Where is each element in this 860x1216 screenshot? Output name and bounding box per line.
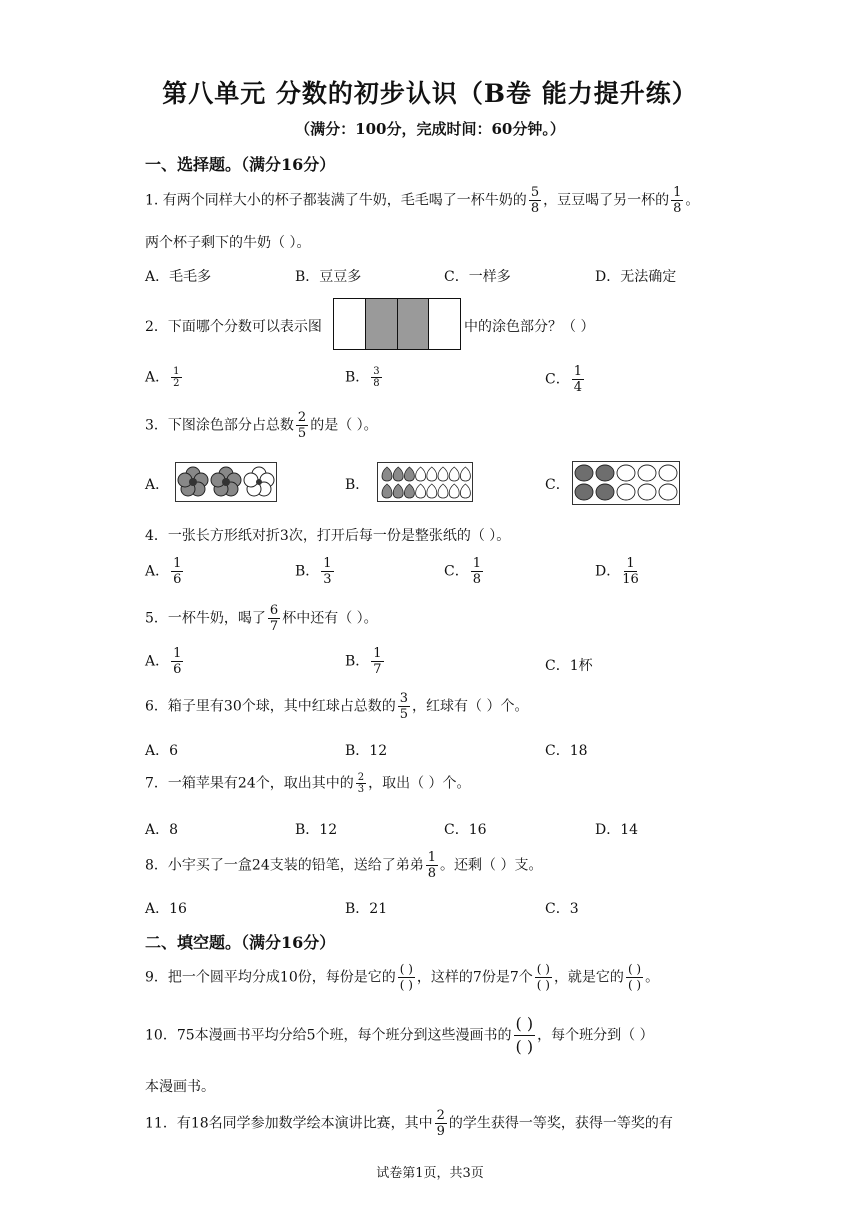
fraction: $\frac{2}{3}$ [357,772,365,795]
question-5: 5．一杯牛奶，喝了 $\frac{6}{7}$ 杯中还有（ ）。 [145,603,378,634]
option-b[interactable]: B． [345,477,370,493]
fraction: $\frac{2}{9}$ [436,1108,445,1139]
peach-icon [427,484,437,498]
option-a[interactable]: A． $\frac{1}{2}$ [145,366,180,389]
flower-icon-plain [244,467,274,496]
option-b[interactable]: B．豆豆多 [295,269,362,285]
section-heading-choice: 一、选择题。（满分16分） [145,155,336,174]
peach-icon [416,467,426,481]
question-1-line-2: 两个杯子剩下的牛奶（ ）。 [145,235,311,251]
fraction: $\frac{5}{8}$ [530,185,540,216]
section-heading-fill: 二、填空题。（满分16分） [145,933,336,952]
fruit-icon [617,484,635,500]
fraction: $\frac{2}{5}$ [297,410,307,441]
flower-picture [175,462,277,502]
peach-icon [460,467,470,481]
fruit-icon [596,484,614,500]
option-b[interactable]: B．12 [295,822,338,838]
option-c[interactable]: C． [545,477,570,493]
fruit-icon [575,465,593,481]
fruit-icon [638,465,656,481]
question-10-line-2: 本漫画书。 [145,1079,215,1095]
question-2-text-a: 2．下面哪个分数可以表示图 [145,319,322,335]
option-a[interactable]: A．16 [145,901,187,917]
bar-cell-shaded [366,299,398,349]
option-a[interactable]: A． $\frac{1}{6}$ [145,646,182,677]
option-b[interactable]: B．21 [345,901,388,917]
question-2-text-b: 中的涂色部分？（ ） [464,319,595,335]
question-1-text-a: 1. 有两个同样大小的杯子都装满了牛奶，毛毛喝了一杯牛奶的 [145,192,527,209]
peach-icon [449,467,459,481]
option-c[interactable]: C．16 [444,822,487,838]
peach-icon [438,484,448,498]
option-a[interactable]: A．6 [145,743,179,759]
flower-icon-shaded [211,467,241,496]
option-c[interactable]: C．18 [545,743,588,759]
fruit-icon [575,484,593,500]
fraction: $\frac{6}{7}$ [269,603,279,634]
question-1: 1. 有两个同样大小的杯子都装满了牛奶，毛毛喝了一杯牛奶的 $\frac{5}{8}$ ，豆豆喝了另一杯的 $\frac{1}{8}$ 。 [145,185,700,216]
page-footer: 试卷第1页，共3页 [376,1166,484,1181]
answer-blank[interactable]: $\frac{( )}{( )}$ [399,962,413,992]
fruit-icon [596,465,614,481]
fruit-icon [617,465,635,481]
bar-cell-shaded [398,299,430,349]
option-a[interactable]: A． $\frac{1}{6}$ [145,556,182,587]
option-a[interactable]: A．8 [145,822,179,838]
question-11: 11．有18名同学参加数学绘本演讲比赛，其中 $\frac{2}{9}$ 的学生获得一等奖，获得一等奖的有 [145,1108,673,1139]
option-c[interactable]: C．3 [545,901,579,917]
peach-icon [404,467,414,481]
question-1-text-b: ，豆豆喝了另一杯的 [543,192,670,209]
question-4: 4．一张长方形纸对折3次，打开后每一份是整张纸的（ ）。 [145,528,511,544]
fruit-icons [573,462,679,504]
peach-icon [382,467,392,481]
option-b[interactable]: B． $\frac{1}{3}$ [295,556,332,587]
peach-icons [378,463,472,501]
fraction: $\frac{1}{8}$ [427,850,437,881]
fruit-icon [659,465,677,481]
shaded-bar-figure [333,298,461,350]
flower-icon-shaded [178,467,208,496]
answer-blank[interactable]: $\frac{( )}{( )}$ [627,962,642,992]
peach-icon [393,484,403,498]
option-d[interactable]: D．无法确定 [595,269,677,285]
fruit-picture [572,461,680,505]
bar-cell [429,299,460,349]
question-9: 9．把一个圆平均分成10份，每份是它的 $\frac{( )}{( )}$ ，这样的7份是7个 $\frac{( )}{( )}$ ，就是它的 $\frac{( )}{( )}$ 。 [145,962,660,992]
bar-cell [334,299,366,349]
fraction: $\frac{1}{8}$ [673,185,682,216]
peach-icon [438,467,448,481]
option-a[interactable]: A． [145,477,170,493]
question-7: 7．一箱苹果有24个，取出其中的 $\frac{2}{3}$ ，取出（ ）个。 [145,772,471,795]
fraction: $\frac{3}{5}$ [399,691,409,722]
option-a[interactable]: A．毛毛多 [145,269,212,285]
option-d[interactable]: D．14 [595,822,639,838]
fruit-icon [638,484,656,500]
question-10: 10．75本漫画书平均分给5个班，每个班分到这些漫画书的 ( ) ( ) ，每个班分到（ ） [145,1014,654,1056]
peach-picture [377,462,473,502]
answer-blank[interactable]: $\frac{( )}{( )}$ [536,962,550,992]
question-3: 3．下图涂色部分占总数 $\frac{2}{5}$ 的是（ ）。 [145,410,378,441]
question-8: 8．小宇买了一盒24支装的铅笔，送给了弟弟 $\frac{1}{8}$ 。还剩（ ）支。 [145,850,543,881]
page-subtitle: （满分：100分，完成时间：60分钟。） [295,120,565,138]
peach-icon [460,484,470,498]
option-c[interactable]: C．一样多 [444,269,511,285]
option-b[interactable]: B． $\frac{1}{7}$ [345,646,382,677]
option-c[interactable]: C． $\frac{1}{8}$ [444,556,481,587]
option-d[interactable]: D． $\frac{1}{16}$ [595,556,639,587]
fruit-icon [659,484,677,500]
page-title: 第八单元 分数的初步认识（B卷 能力提升练） [162,79,698,108]
peach-icon [449,484,459,498]
option-c[interactable]: C． $\frac{1}{4}$ [545,364,582,395]
question-6: 6．箱子里有30个球，其中红球占总数的 $\frac{3}{5}$ ，红球有（ ）个。 [145,691,529,722]
option-c[interactable]: C．1杯 [545,658,593,674]
peach-icon [382,484,392,498]
peach-icon [427,467,437,481]
option-b[interactable]: B． $\frac{3}{8}$ [345,366,380,389]
flower-icons [176,463,276,501]
peach-icon [416,484,426,498]
option-b[interactable]: B．12 [345,743,388,759]
peach-icon [404,484,414,498]
peach-icon [393,467,403,481]
answer-blank[interactable]: ( ) ( ) [515,1014,534,1056]
